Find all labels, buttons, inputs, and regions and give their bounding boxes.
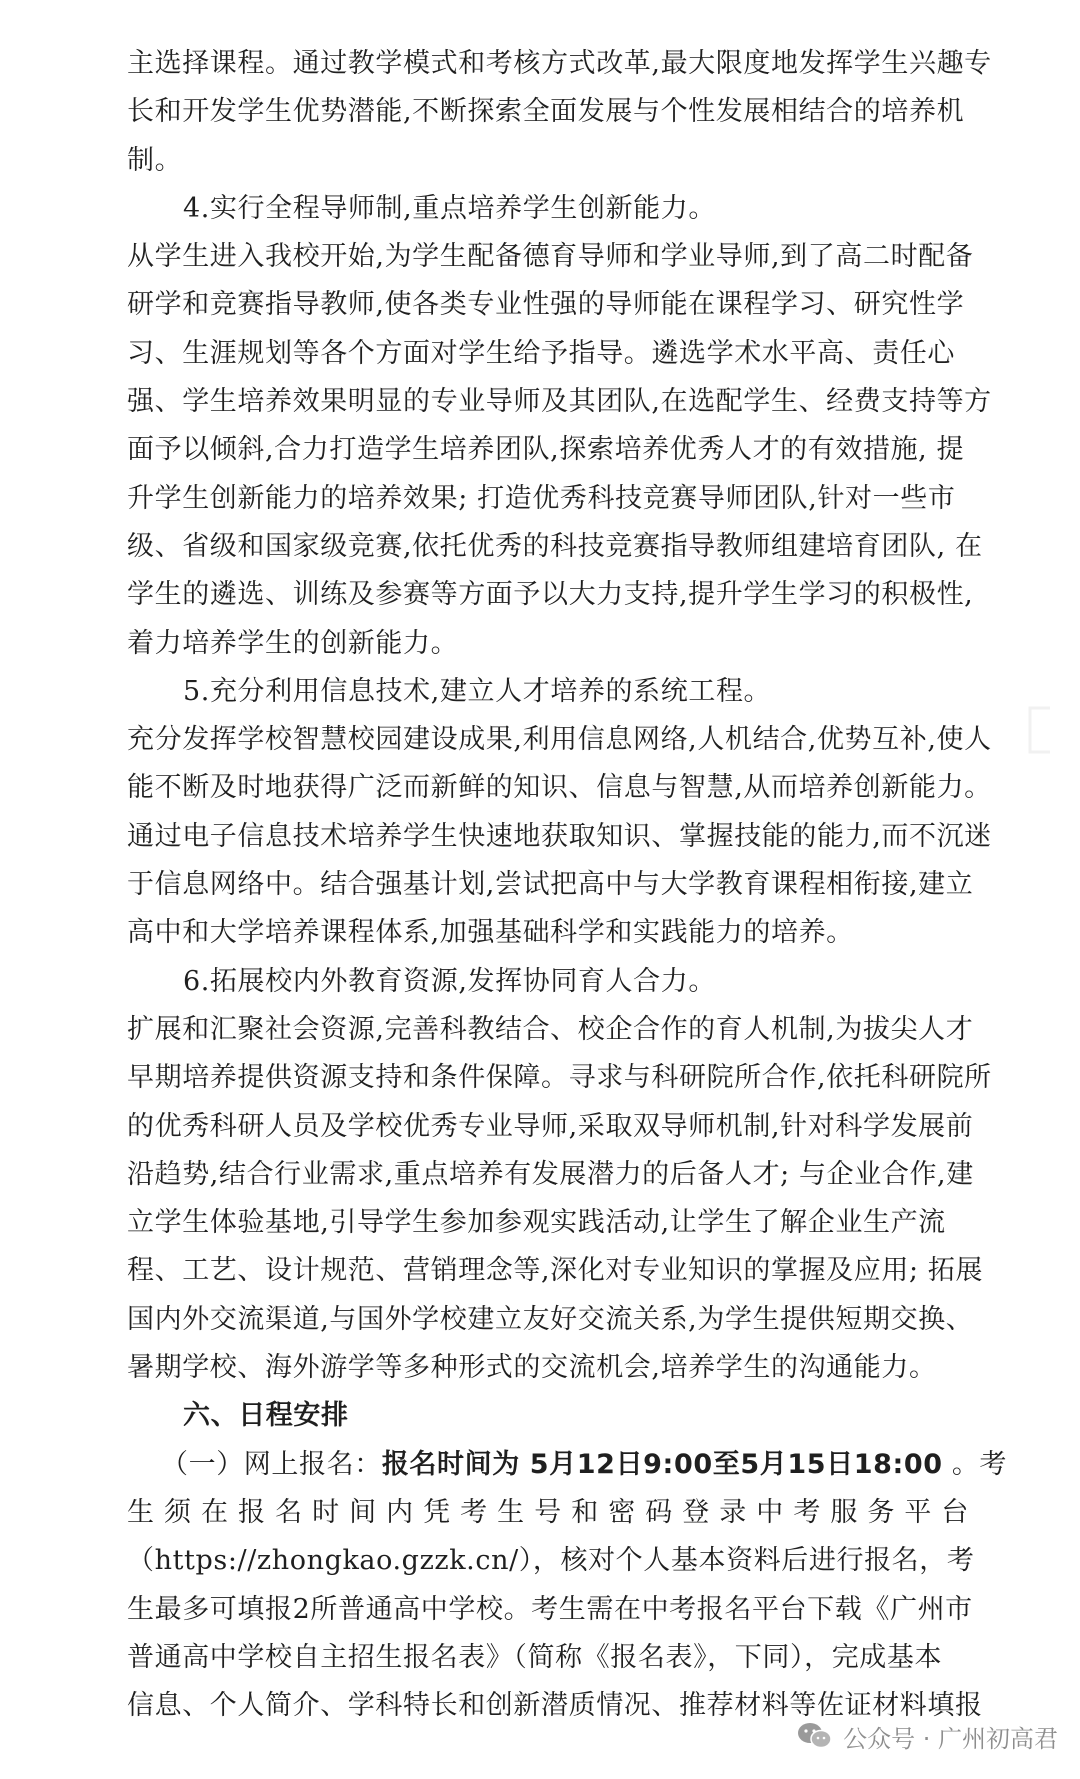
text-line: 于信息网络中。结合强基计划,尝试把高中与大学教育课程相衔接,建立 [127,869,974,901]
registration-prefix: （一）网上报名： [161,1448,382,1480]
text-line: 普通高中学校自主招生报名表》（简称《报名表》，下同），完成基本 [127,1641,943,1673]
text-line: 长和开发学生优势潜能,不断探索全面发展与个性发展相结合的培养机 [127,96,965,128]
registration-details [127,1489,983,1730]
text-line: 高中和大学培养课程体系,加强基础科学和实践能力的培养。 [127,917,854,949]
watermark [797,1716,1058,1756]
registration-line [127,1441,1008,1489]
text-line: 生最多可填报2所普通高中学校。考生需在中考报名平台下载《广州市 [127,1593,973,1625]
text-line: 级、省级和国家级竞赛,依托优秀的科技竞赛指导教师组建培育团队, 在 [127,530,983,562]
text-line: 学生的遴选、训练及参赛等方面予以大力支持,提升学生学习的积极性, [127,579,974,611]
text-line: 强、学生培养效果明显的专业导师及其团队,在选配学生、经费支持等方 [127,386,992,418]
registration-suffix: 。考 [942,1448,1008,1480]
paragraph-lines [127,40,992,1392]
text-line: 通过电子信息技术培养学生快速地获取知识、掌握技能的能力,而不沉迷 [127,820,992,852]
text-line: 充分发挥学校智慧校园建设成果,利用信息网络,人机结合,优势互补,使人 [127,724,992,756]
text-line: 研学和竞赛指导教师,使各类专业性强的导师能在课程学习、研究性学 [127,289,965,321]
text-line: 的优秀科研人员及学校优秀专业导师,采取双导师机制,针对科学发展前 [127,1110,974,1142]
text-line: 程、工艺、设计规范、营销理念等,深化对专业知识的掌握及应用; 拓展 [127,1255,984,1287]
text-line: （https://zhongkao.gzzk.cn/），核对个人基本资料后进行报名，考 [127,1545,975,1577]
text-line: 能不断及时地获得广泛而新鲜的知识、信息与智慧,从而培养创新能力。 [127,772,992,804]
text-line: 暑期学校、海外游学等多种形式的交流机会,培养学生的沟通能力。 [127,1352,937,1384]
text-line: 制。 [127,144,183,176]
text-line: 立学生体验基地,引导学生参加参观实践活动,让学生了解企业生产流 [127,1207,946,1239]
text-line: 6.拓展校内外教育资源,发挥协同育人合力。 [183,965,716,997]
text-line: 4.实行全程导师制,重点培养学生创新能力。 [183,192,716,224]
text-line: 从学生进入我校开始,为学生配备德育导师和学业导师,到了高二时配备 [127,241,974,273]
text-line: 国内外交流渠道,与国外学校建立友好交流关系,为学生提供短期交换、 [127,1303,974,1335]
text-line: 着力培养学生的创新能力。 [127,627,459,659]
text-line: 主选择课程。通过教学模式和考核方式改革,最大限度地发挥学生兴趣专 [127,48,992,79]
document-body [127,40,1008,1730]
text-line: 升学生创新能力的培养效果; 打造优秀科技竞赛导师团队,针对一些市 [127,482,956,514]
text-line: 生须在报名时间内凭考生号和密码登录中考服务平台 [127,1496,969,1528]
registration-time: 报名时间为 5月12日9:00至5月15日18:00 [381,1448,943,1480]
text-line: 早期培养提供资源支持和条件保障。寻求与科研院所合作,依托科研院所 [127,1062,992,1094]
text-line: 5.充分利用信息技术,建立人才培养的系统工程。 [183,675,772,707]
text-line: 面予以倾斜,合力打造学生培养团队,探索培养优秀人才的有效措施, 提 [127,434,965,466]
section-heading: 六、日程安排 [183,1400,349,1432]
text-line: 沿趋势,结合行业需求,重点培养有发展潜力的后备人才; 与企业合作,建 [127,1158,974,1190]
text-line: 信息、个人简介、学科特长和创新潜质情况、推荐材料等佐证材料填报 [127,1690,983,1722]
wechat-icon [797,1721,833,1751]
text-line: 习、生涯规划等各个方面对学生给予指导。遴选学术水平高、责任心 [127,337,955,369]
watermark-text: 公众号 · 广州初高君 [843,1724,1058,1753]
scan-artifact [1020,700,1060,760]
text-line: 扩展和汇聚社会资源,完善科教结合、校企合作的育人机制,为拔尖人才 [127,1013,974,1045]
